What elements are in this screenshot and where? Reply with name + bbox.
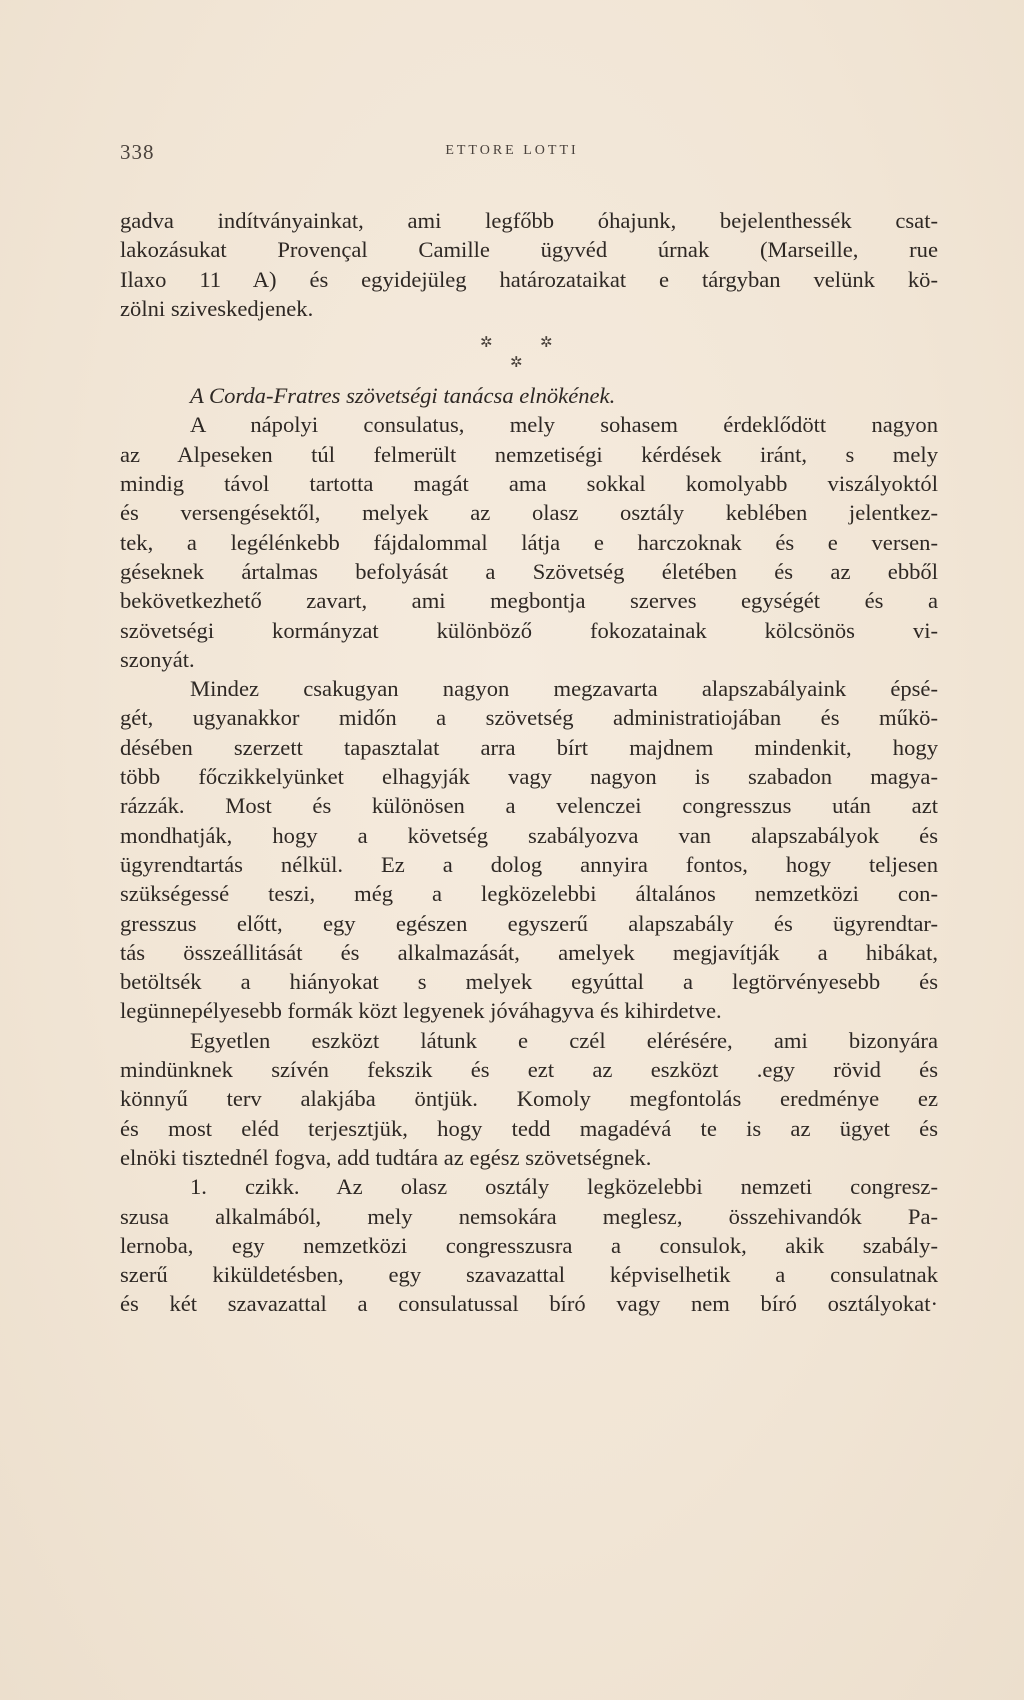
text-line: gresszus előtt, egy egészen egyszerű alapszabály és ügyrendtar-: [120, 910, 938, 936]
paragraph: [120, 410, 938, 674]
text-line: szerű kiküldetésben, egy szavazattal képviselhetik a consulatnak: [120, 1262, 938, 1288]
paragraph-article-1: [120, 1172, 938, 1318]
page-header: [0, 140, 1024, 170]
text-line: 1. czikk. Az olasz osztály legközelebbi nemzeti congresz-: [190, 1174, 938, 1200]
paragraph: [120, 1026, 938, 1172]
text-line: bekövetkezhető zavart, ami megbontja szerves egységét és a: [120, 588, 938, 614]
text-line: ügyrendtartás nélkül. Ez a dolog annyira fontos, hogy teljesen: [120, 851, 938, 877]
asterisk-icon: ✲: [540, 335, 553, 352]
text-line: mindünknek szívén fekszik és ezt az eszközt .egy rövid és: [120, 1057, 938, 1083]
asterism-ornament: [120, 323, 938, 381]
text-line: az Alpeseken túl felmerült nemzetiségi kérdések iránt, s mely: [120, 441, 938, 467]
page-body: [120, 206, 938, 1319]
text-line: szonyát.: [120, 646, 195, 672]
text-line: A nápolyi consulatus, mely sohasem érdeklődött nagyon: [190, 412, 938, 438]
text-line: géseknek ártalmas befolyását a Szövetség életében és az ebből: [120, 558, 938, 584]
text-line: mindig távol tartotta magát ama sokkal komolyabb viszályoktól: [120, 471, 938, 497]
asterisk-icon: ✲: [480, 335, 493, 352]
letter-heading: [120, 381, 938, 410]
text-line: Ilaxo 11 A) és egyidejüleg határozataikat e tárgyban velünk kö-: [120, 266, 938, 292]
text-line: gadva indítványainkat, ami legfőbb óhajunk, bejelenthessék csat-: [120, 208, 938, 233]
text-line: zölni sziveskedjenek.: [120, 295, 314, 321]
text-line: elnöki tisztednél fogva, add tudtára az egész szövetségnek.: [120, 1144, 652, 1170]
paragraph-continuation: [120, 206, 938, 323]
text-line: szükségessé teszi, még a legközelebbi általános nemzetközi con-: [120, 881, 938, 907]
text-line: Egyetlen eszközt látunk e czél elérésére, ami bizonyára: [190, 1027, 938, 1053]
text-line: désében szerzett tapasztalat arra bírt majdnem mindenkit, hogy: [120, 734, 938, 760]
text-line: mondhatják, hogy a követség szabályozva van alapszabályok és: [120, 822, 938, 848]
text-line: és versengésektől, melyek az olasz osztály keblében jelentkez-: [120, 500, 938, 526]
text-line: gét, ugyanakkor midőn a szövetség administratiojában és műkö-: [120, 705, 938, 731]
text-line: szövetségi kormányzat különböző fokozatainak kölcsönös vi-: [120, 617, 938, 643]
heading-line: A Corda-Fratres szövetségi tanácsa elnökének.: [190, 383, 616, 409]
text-line: szusa alkalmából, mely nemsokára meglesz, összehivandók Pa-: [120, 1203, 938, 1229]
asterisk-icon: ✲: [510, 355, 523, 372]
text-line: könnyű terv alakjába öntjük. Komoly megfontolás eredménye ez: [120, 1086, 938, 1112]
text-line: legünnepélyesebb formák közt legyenek jóváhagyva és kihirdetve.: [120, 998, 722, 1024]
text-line: lakozásukat Provençal Camille ügyvéd úrnak (Marseille, rue: [120, 237, 938, 263]
page-number: 338: [120, 140, 155, 164]
text-line: és két szavazattal a consulatussal bíró vagy nem bíró osztályokat·: [120, 1291, 938, 1317]
text-line: tás összeállitását és alkalmazását, amelyek megjavítják a hibákat,: [120, 939, 938, 965]
running-head: ETTORE LOTTI: [445, 143, 579, 158]
paragraph: [120, 674, 938, 1026]
text-line: tek, a legélénkebb fájdalommal látja e harczoknak és e versen-: [120, 529, 938, 555]
text-line: betöltsék a hiányokat s melyek egyúttal a legtörvényesebb és: [120, 969, 938, 995]
text-line: és most eléd terjesztjük, hogy tedd magadévá te is az ügyet és: [120, 1115, 938, 1141]
text-line: rázzák. Most és különösen a velenczei congresszus után azt: [120, 793, 938, 819]
text-line: több főczikkelyünket elhagyják vagy nagyon is szabadon magya-: [120, 764, 938, 790]
text-line: lernoba, egy nemzetközi congresszusra a consulok, akik szabály-: [120, 1232, 938, 1258]
text-line: Mindez csakugyan nagyon megzavarta alapszabályaink épsé-: [190, 676, 938, 702]
